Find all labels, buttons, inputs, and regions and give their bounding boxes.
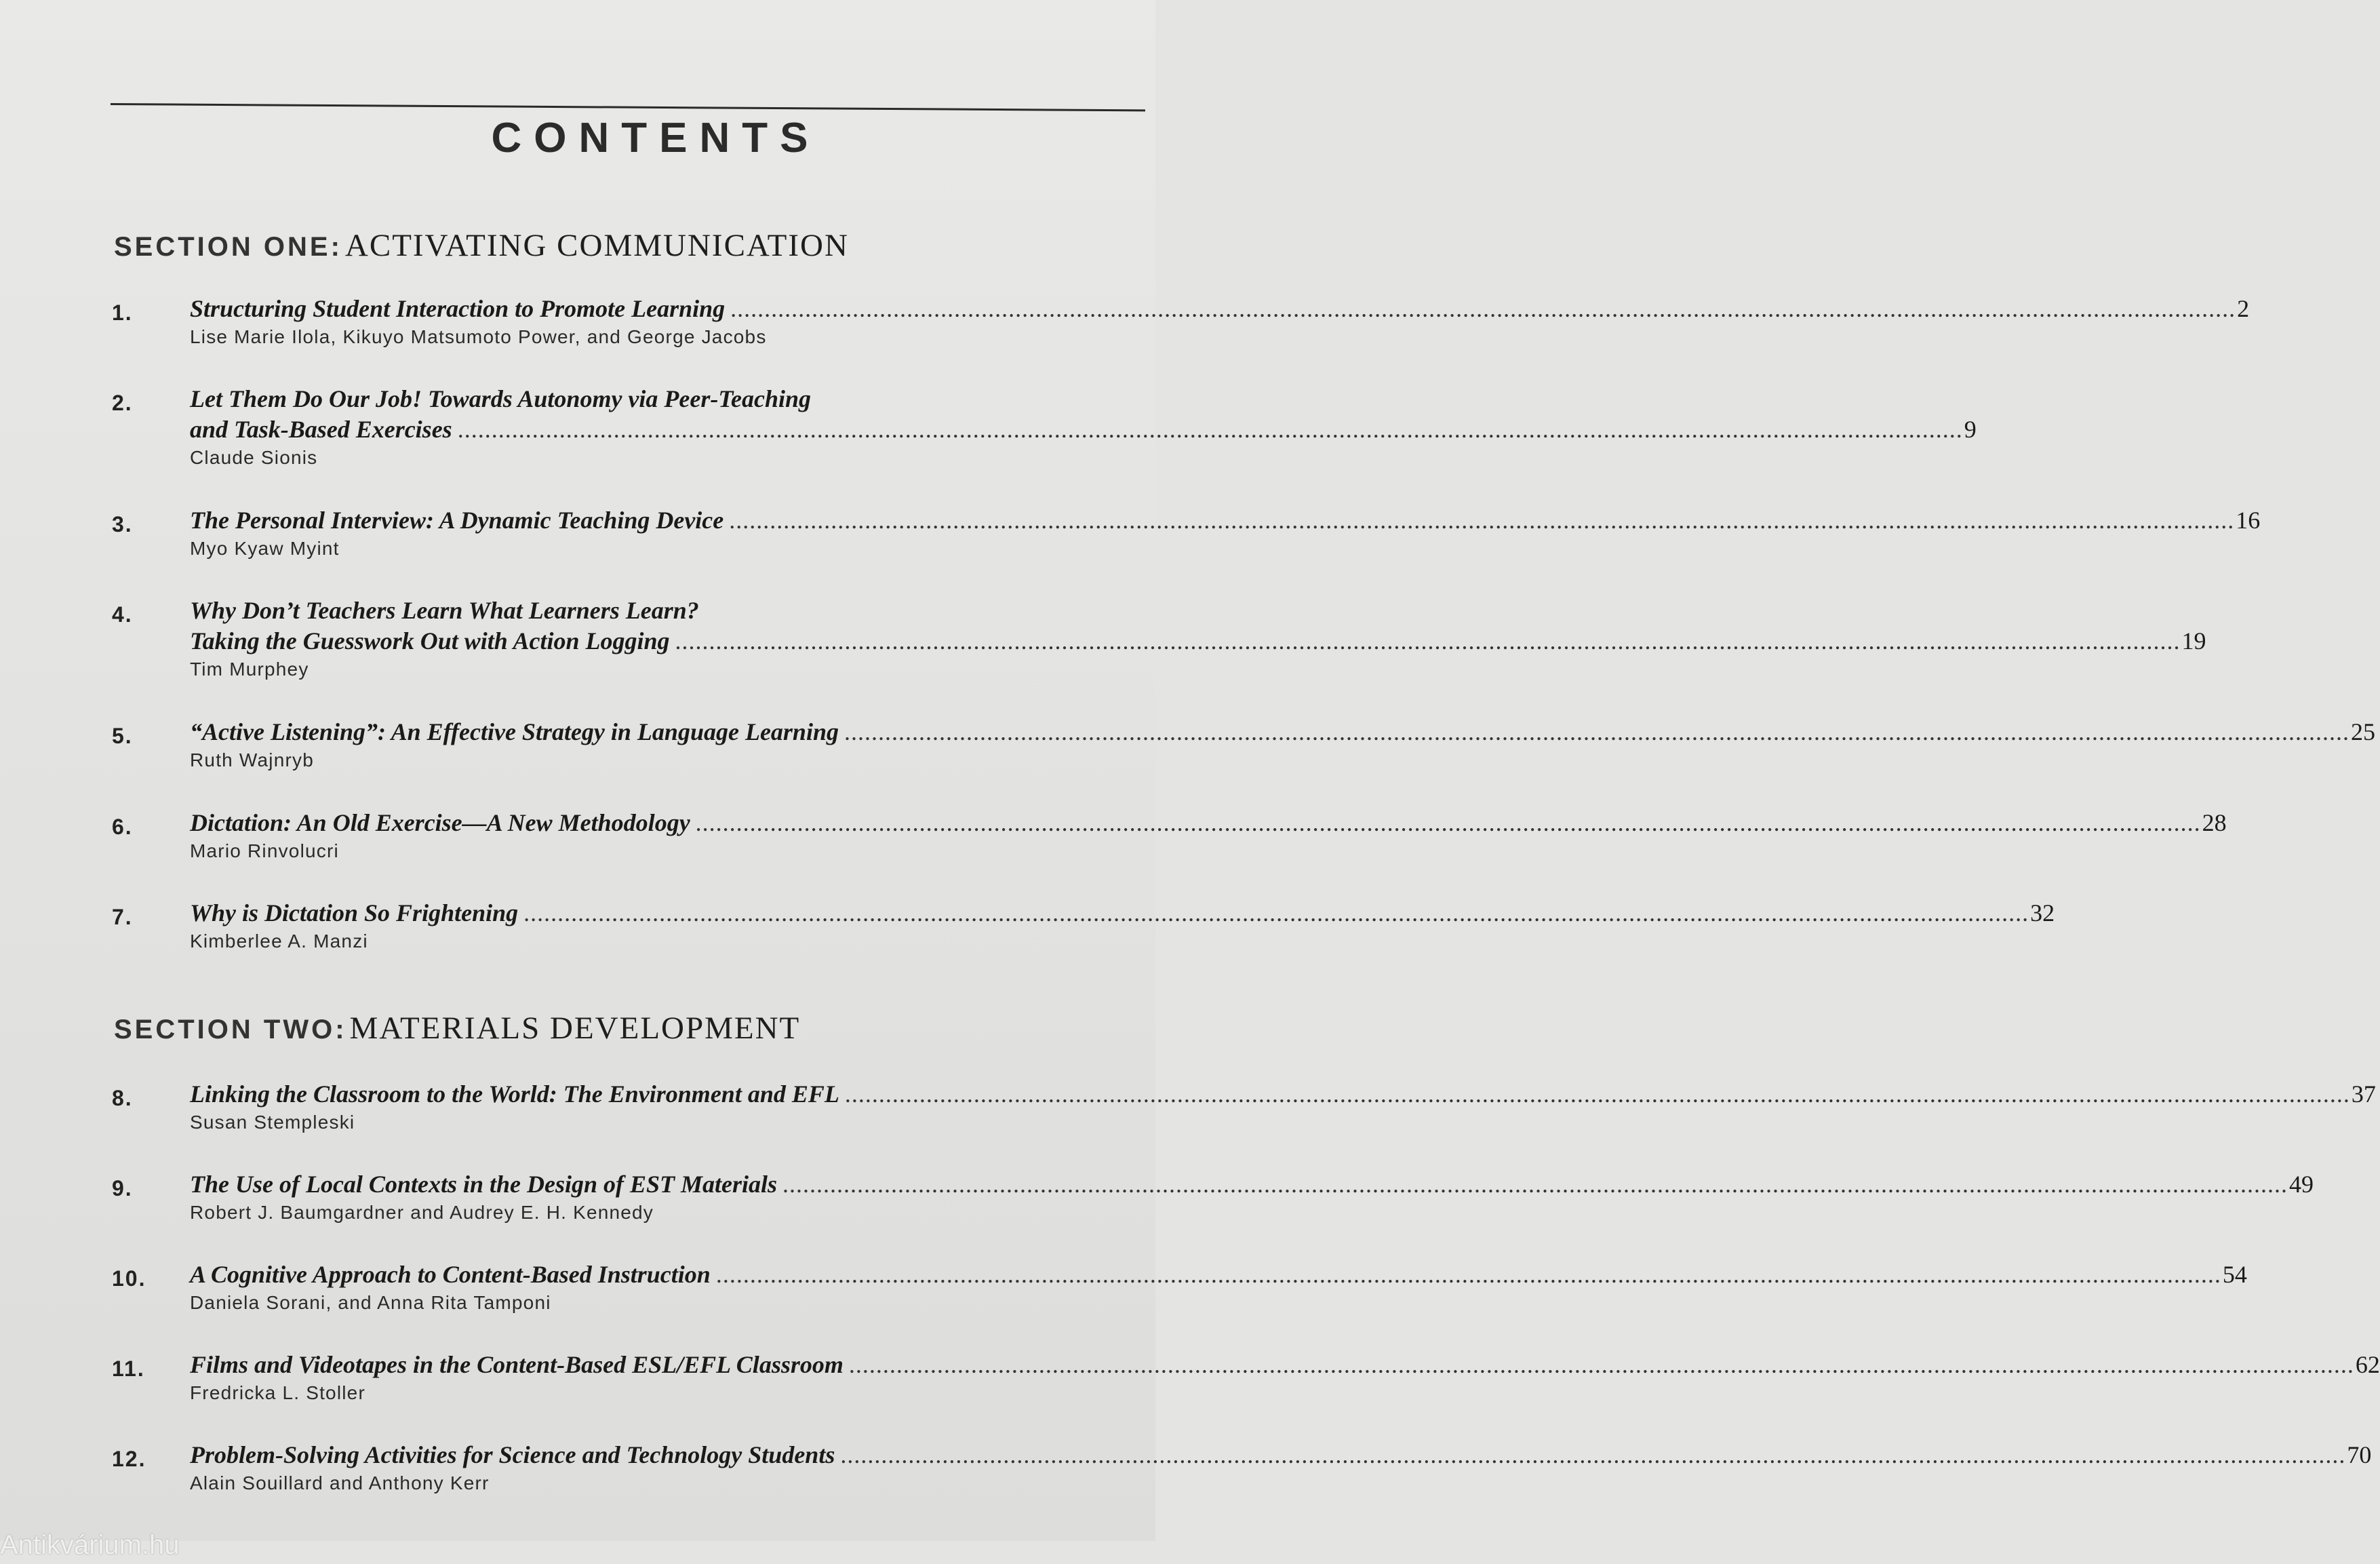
- section-label: SECTION ONE:: [114, 232, 342, 262]
- entry-page: 9: [1964, 416, 1977, 443]
- section-name: ACTIVATING COMMUNICATION: [344, 228, 849, 263]
- leader-dots: ..............................................................................................................................................................................................................................: [729, 507, 2235, 534]
- leader-dots: ..............................................................................................................................................................................................................................: [840, 1441, 2346, 1468]
- header-rule: [111, 103, 1145, 111]
- entry-title: Why is Dictation So Frightening: [190, 899, 519, 926]
- leader-dots: ..............................................................................................................................................................................................................................: [523, 899, 2029, 926]
- entry-authors: Fredricka L. Stoller: [190, 1382, 365, 1403]
- entry-authors: Kimberlee A. Manzi: [190, 931, 368, 952]
- entry-title: Dictation: An Old Exercise—A New Methodology: [190, 809, 690, 836]
- entry-number: 5.: [112, 724, 133, 748]
- entry-title: The Personal Interview: A Dynamic Teaching Device: [190, 507, 724, 534]
- entry-authors: Tim Murphey: [190, 659, 309, 680]
- leader-dots: ..............................................................................................................................................................................................................................: [848, 1351, 2354, 1378]
- entry-authors: Ruth Wajnryb: [190, 749, 314, 770]
- section-label: SECTION TWO:: [114, 1015, 347, 1044]
- entry-number: 3.: [112, 512, 133, 536]
- entry-authors: Myo Kyaw Myint: [190, 538, 340, 559]
- entry-number: 6.: [112, 815, 133, 839]
- entry-title: Films and Videotapes in the Content-Based ESL/EFL Classroom: [190, 1351, 844, 1378]
- entry-page: 28: [2202, 809, 2227, 836]
- leader-dots: ..............................................................................................................................................................................................................................: [844, 718, 2349, 745]
- entry-page: 32: [2030, 899, 2055, 926]
- watermark: Antikvárium.hu: [0, 1530, 180, 1560]
- leader-dots: ..............................................................................................................................................................................................................................: [715, 1261, 2221, 1288]
- leader-dots: ..............................................................................................................................................................................................................................: [782, 1171, 2288, 1198]
- entry-page: 62: [2355, 1351, 2380, 1378]
- entry-page: 37: [2351, 1080, 2376, 1108]
- leader-dots: ..............................................................................................................................................................................................................................: [730, 295, 2236, 322]
- entry-title: Structuring Student Interaction to Promote Learning: [190, 295, 726, 322]
- entry-number: 11.: [112, 1356, 145, 1381]
- entry-page: 19: [2181, 627, 2206, 654]
- leader-dots: ..............................................................................................................................................................................................................................: [844, 1080, 2350, 1108]
- leader-dots: ..............................................................................................................................................................................................................................: [675, 627, 2181, 654]
- entry-number: 4.: [112, 602, 133, 627]
- entry-page: 16: [2236, 507, 2261, 534]
- entry-title: A Cognitive Approach to Content-Based Instruction: [190, 1261, 711, 1288]
- entry-title: Problem-Solving Activities for Science and Technology Students: [190, 1441, 835, 1468]
- entry-title: “Active Listening”: An Effective Strategy in Language Learning: [190, 718, 839, 745]
- entry-title: Linking the Classroom to the World: The Environment and EFL: [190, 1080, 839, 1108]
- entry-page: 54: [2222, 1261, 2247, 1288]
- entry-number: 12.: [112, 1447, 146, 1471]
- entry-authors: Lise Marie Ilola, Kikuyo Matsumoto Power, and George Jacobs: [190, 326, 767, 347]
- entry-number: 10.: [112, 1266, 146, 1291]
- entry-number: 1.: [112, 300, 133, 325]
- entry-title: Why Don’t Teachers Learn What Learners Learn?: [190, 597, 699, 624]
- entry-authors: Daniela Sorani, and Anna Rita Tamponi: [190, 1292, 551, 1313]
- entry-title-cont: and Task-Based Exercises: [190, 416, 452, 443]
- section-two-heading: [114, 1010, 800, 1047]
- page-title: CONTENTS: [491, 115, 820, 161]
- entry-authors: Susan Stempleski: [190, 1112, 355, 1133]
- entry-authors: Mario Rinvolucri: [190, 840, 339, 861]
- entry-authors: Claude Sionis: [190, 447, 318, 468]
- entry-authors: Alain Souillard and Anthony Kerr: [190, 1472, 490, 1493]
- entry-page: 25: [2350, 718, 2375, 745]
- entry-number: 2.: [112, 391, 133, 415]
- entry-title-cont: Taking the Guesswork Out with Action Logging: [190, 627, 670, 654]
- entry-title: The Use of Local Contexts in the Design of EST Materials: [190, 1171, 778, 1198]
- section-name: MATERIALS DEVELOPMENT: [349, 1011, 801, 1046]
- leader-dots: ..............................................................................................................................................................................................................................: [457, 416, 1963, 443]
- entry-page: 2: [2237, 295, 2250, 322]
- entry-page: 70: [2347, 1441, 2372, 1468]
- section-one-heading: [114, 227, 849, 264]
- entry-number: 8.: [112, 1086, 133, 1110]
- entry-title: Let Them Do Our Job! Towards Autonomy via Peer-Teaching: [190, 385, 812, 412]
- entry-number: 9.: [112, 1176, 133, 1200]
- entry-authors: Robert J. Baumgardner and Audrey E. H. Kennedy: [190, 1202, 654, 1223]
- leader-dots: ..............................................................................................................................................................................................................................: [695, 809, 2201, 836]
- entry-number: 7.: [112, 905, 133, 929]
- entry-page: 49: [2289, 1171, 2314, 1198]
